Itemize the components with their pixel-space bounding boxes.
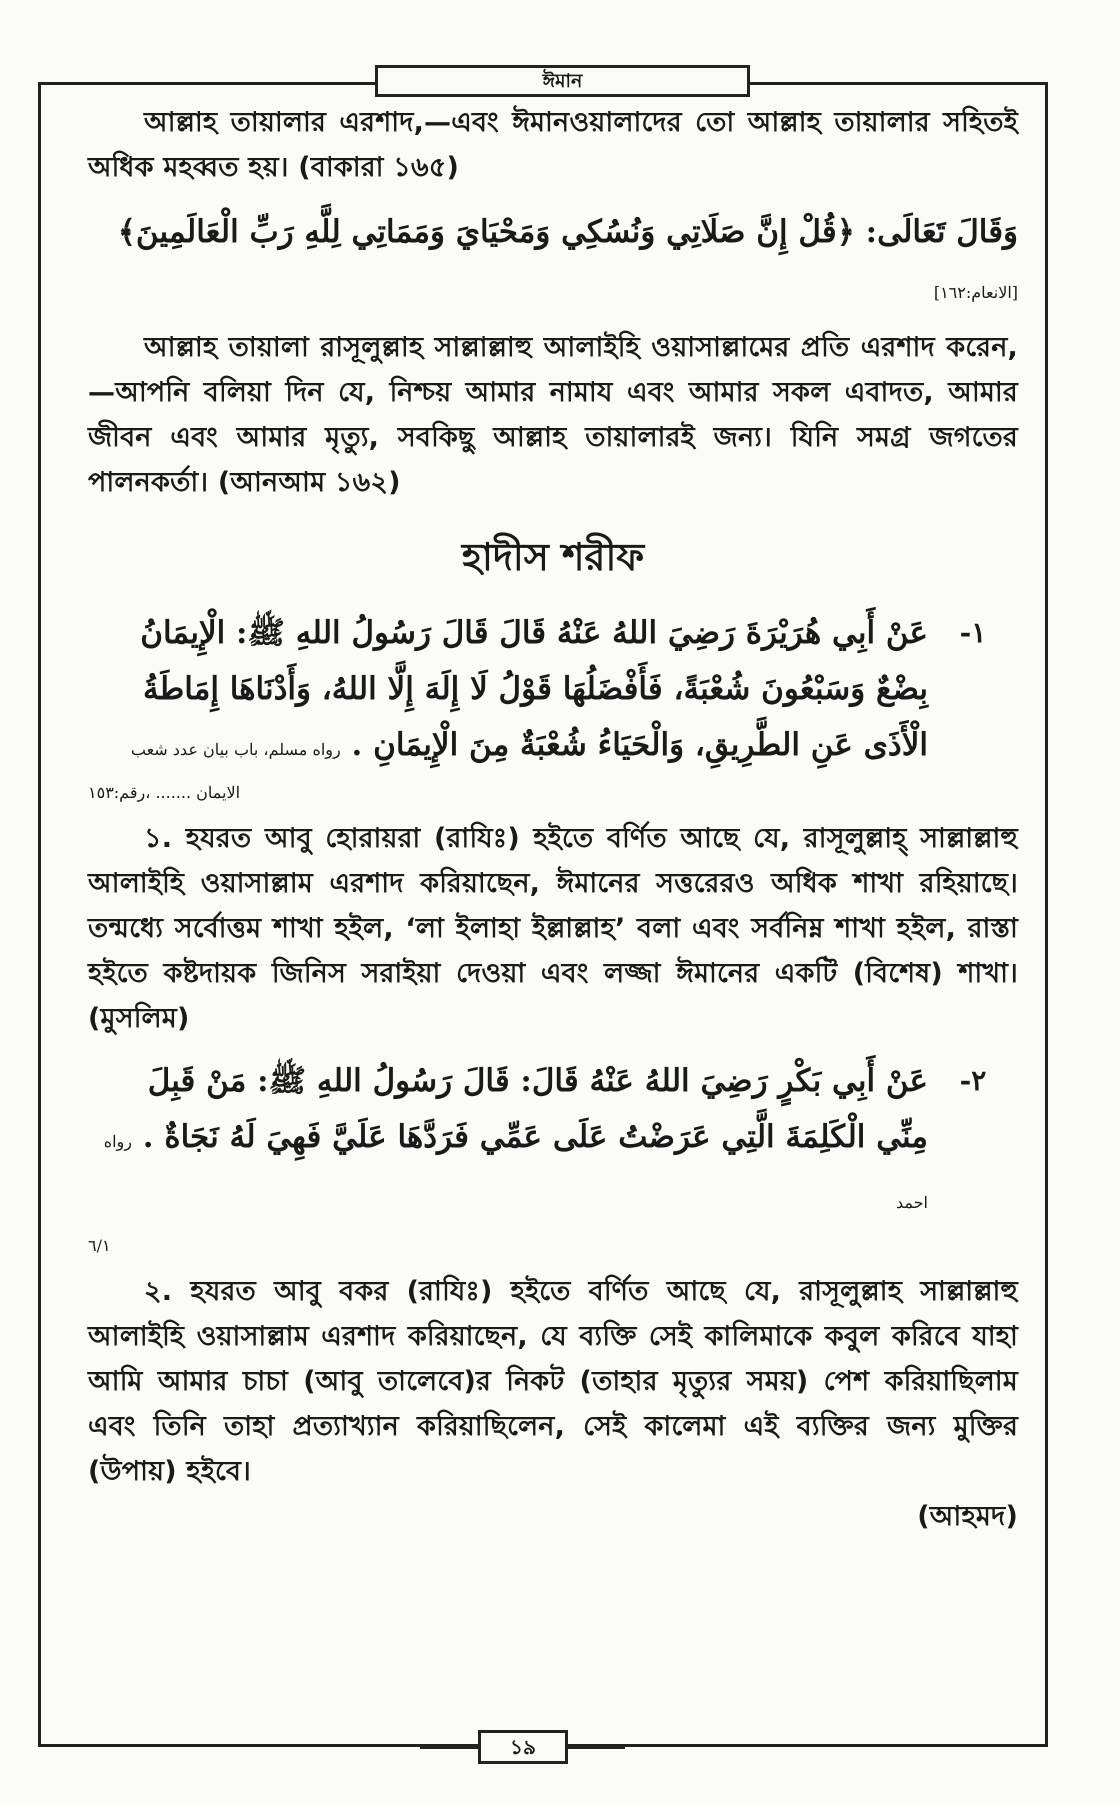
page-header: ঈমান: [375, 65, 750, 97]
hadith-2-arabic: [88, 1053, 928, 1231]
hadith-2-arabic-block: [88, 1053, 1018, 1261]
paragraph-1: আল্লাহ তায়ালার এরশাদ,—এবং ঈমানওয়ালাদের তো আল্লাহ তায়ালার সহিতই অধিক মহব্বত হয়। (বাকারা ১৬৫): [88, 107, 1018, 183]
page-number: ১৯: [478, 1730, 568, 1764]
hadith-1-number: -١: [959, 616, 987, 649]
hadith-2-arabic-text: عَنْ أَبِي بَكْرٍ رَضِيَ اللهُ عَنْهُ قَالَ: قَالَ رَسُولُ اللهِ ﷺ: مَنْ قَبِلَ مِنِّي الْكَلِمَةَ الَّتِي عَرَضْتُ عَلَى عَمِّي فَرَدَّهَا عَلَيَّ فَهِيَ لَهُ نَجَاةٌ .: [142, 1063, 928, 1155]
hadith-1-source: رواه مسلم، باب بيان عدد شعب: [130, 740, 341, 759]
hadith-1-translation: ১. হযরত আবু হোরায়রা (রাযিঃ) হইতে বর্ণিত আছে যে, রাসূলুল্লাহ্ সাল্লাল্লাহু আলাইহি ওয়াসাল্লাম এরশাদ করিয়াছেন, ঈমানের সত্তরেরও অধিক শাখা রহিয়াছে। তন্মধ্যে সর্বোত্তম শাখা হইল, ‘লা ইলাহা ইল্লাল্লাহ’ বলা এবং সর্বনিম্ন শাখা হইল, রাস্তা হইতে কষ্টদায়ক জিনিস সরাইয়া দেওয়া এবং লজ্জা ঈমানের একটি (বিশেষ) শাখা। (মুসলিম): [88, 823, 1018, 1034]
paragraph-2: আল্লাহ তায়ালা রাসূলুল্লাহ সাল্লাল্লাহু আলাইহি ওয়াসাল্লামের প্রতি এরশাদ করেন,—আপনি বলিয়া দিন যে, নিশ্চয় আমার নামায এবং আমার সকল এবাদত, আমার জীবন এবং আমার মৃত্যু, সবকিছু আল্লাহ তায়ালারই জন্য। যিনি সমগ্র জগতের পালনকর্তা। (আনআম ১৬২): [88, 332, 1018, 498]
section-heading: হাদীস শরীফ: [461, 535, 645, 579]
hadith-2-source-number: ٦/١: [88, 1236, 111, 1255]
page-content: [88, 100, 1018, 1539]
hadith-2-number: -٢: [959, 1064, 987, 1097]
hadith-2-source: رواه احمد: [103, 1132, 928, 1212]
quran-verse-text: وَقَالَ تَعَالَى: ﴿قُلْ إِنَّ صَلَاتِي وَنُسُكِي وَمَحْيَايَ وَمَمَاتِي لِلَّهِ رَبِّ الْعَالَمِينَ﴾: [117, 214, 1018, 250]
quran-verse-arabic: [88, 204, 1018, 321]
quran-verse-reference: [الانعام:١٦٢]: [933, 283, 1018, 302]
hadith-2-citation: (আহমদ): [917, 1501, 1018, 1532]
hadith-1-arabic-text: عَنْ أَبِي هُرَيْرَةَ رَضِيَ اللهُ عَنْهُ قَالَ قَالَ رَسُولُ اللهِ ﷺ: الْإِيمَانُ بِضْعٌ وَسَبْعُونَ شُعْبَةً، فَأَفْضَلُهَا قَوْلُ لَا إِلَهَ إِلَّا اللهُ، وَأَدْنَاهَا إِمَاطَةُ الْأَذَى عَنِ الطَّرِيقِ، وَالْحَيَاءُ شُعْبَةٌ مِنَ الْإِيمَانِ .: [140, 615, 928, 763]
hadith-2-translation: ২. হযরত আবু বকর (রাযিঃ) হইতে বর্ণিত আছে যে, রাসূলুল্লাহ সাল্লাল্লাহু আলাইহি ওয়াসাল্লাম এরশাদ করিয়াছেন, যে ব্যক্তি সেই কালিমাকে কবুল করিবে যাহা আমি আমার চাচা (আবু তালেবে)র নিকট (তাহার মৃত্যুর সময়) পেশ করিয়াছিলাম এবং তিনি তাহা প্রত্যাখ্যান করিয়াছিলেন, সেই কালেমা এই ব্যক্তির জন্য মুক্তির (উপায়) হইবে।: [88, 1276, 1018, 1487]
hadith-1-arabic-block: [88, 605, 1018, 808]
hadith-1-source-number: الايمان ....... ،رقم:١٥٣: [88, 783, 241, 802]
hadith-1-arabic: [88, 605, 928, 778]
